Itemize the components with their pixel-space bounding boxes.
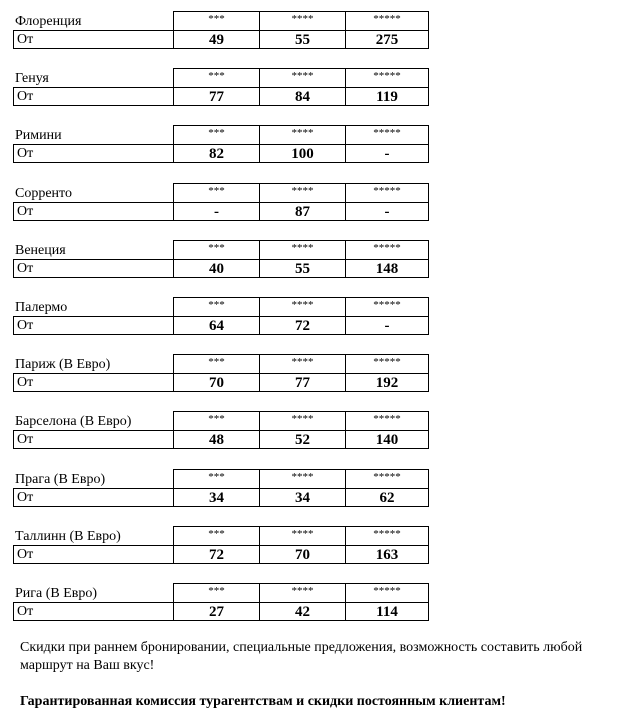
star-header: ***	[173, 125, 260, 145]
star-header: ****	[259, 11, 346, 31]
price-cell: 148	[345, 259, 429, 278]
city-name: Рига (В Евро)	[15, 586, 98, 601]
city-name: Сорренто	[15, 185, 72, 201]
star-header: ***	[173, 68, 260, 88]
price-table	[13, 297, 429, 335]
city-name: Прага (В Евро)	[15, 471, 106, 487]
star-header: *****	[345, 240, 429, 260]
price-table	[13, 583, 429, 621]
price-table	[13, 68, 429, 106]
star-header: ****	[259, 411, 346, 431]
star-header: ***	[173, 240, 260, 260]
star-header: ***	[173, 183, 260, 203]
row-label: От	[13, 202, 174, 221]
price-cell: 275	[345, 30, 429, 49]
star-header: *****	[345, 526, 429, 546]
price-cell: -	[345, 316, 429, 335]
city-name: Барселона (В Евро)	[15, 414, 132, 430]
price-cell: -	[345, 144, 429, 163]
price-cell: 72	[173, 545, 260, 564]
star-header: ****	[259, 526, 346, 546]
star-header: ***	[173, 469, 260, 489]
star-header: ***	[173, 411, 260, 431]
city-name: Париж (В Евро)	[15, 357, 111, 373]
price-table	[13, 526, 429, 564]
star-header: *****	[345, 11, 429, 31]
price-cell: 49	[173, 30, 260, 49]
city-name: Генуя	[15, 71, 49, 87]
row-label: От	[13, 488, 174, 507]
price-cell: 163	[345, 545, 429, 564]
star-header: ***	[173, 297, 260, 317]
price-table	[13, 354, 429, 392]
price-cell: 114	[345, 602, 429, 621]
row-label: От	[13, 87, 174, 106]
star-header: ****	[259, 354, 346, 374]
price-cell: 100	[259, 144, 346, 163]
star-header: ***	[173, 526, 260, 546]
price-cell: 62	[345, 488, 429, 507]
row-label: От	[13, 30, 174, 49]
price-table	[13, 125, 429, 163]
city-name: Флоренция	[15, 14, 82, 29]
price-cell: 70	[259, 545, 346, 564]
star-header: ***	[173, 354, 260, 374]
discount-note: Скидки при раннем бронировании, специальные предложения, возможность составить любой маршрут на Ваш вкус!	[20, 640, 583, 673]
price-cell: 55	[259, 259, 346, 278]
star-header: *****	[345, 125, 429, 145]
guarantee-text: Гарантированная комиссия турагентствам и скидки постоянным клиентам!	[20, 694, 506, 709]
star-header: ****	[259, 68, 346, 88]
star-header: ****	[259, 183, 346, 203]
price-cell: 42	[259, 602, 346, 621]
star-header: *****	[345, 583, 429, 603]
price-cell: 34	[173, 488, 260, 507]
price-cell: 84	[259, 87, 346, 106]
price-table	[13, 240, 429, 278]
star-header: ****	[259, 297, 346, 317]
price-cell: -	[345, 202, 429, 221]
price-cell: 87	[259, 202, 346, 221]
price-table	[13, 469, 429, 507]
price-table	[13, 183, 429, 221]
star-header: ***	[173, 11, 260, 31]
price-table	[13, 11, 429, 49]
star-header: *****	[345, 469, 429, 489]
row-label: От	[13, 144, 174, 163]
price-cell: 119	[345, 87, 429, 106]
price-cell: 34	[259, 488, 346, 507]
price-cell: 55	[259, 30, 346, 49]
star-header: ****	[259, 583, 346, 603]
price-table	[13, 411, 429, 449]
row-label: От	[13, 373, 174, 392]
row-label: От	[13, 602, 174, 621]
price-cell: 72	[259, 316, 346, 335]
row-label: От	[13, 545, 174, 564]
price-cell: 192	[345, 373, 429, 392]
star-header: *****	[345, 183, 429, 203]
star-header: ***	[173, 583, 260, 603]
price-cell: 27	[173, 602, 260, 621]
row-label: От	[13, 430, 174, 449]
price-cell: 64	[173, 316, 260, 335]
price-cell: 77	[173, 87, 260, 106]
price-cell: 40	[173, 259, 260, 278]
row-label: От	[13, 259, 174, 278]
star-header: *****	[345, 411, 429, 431]
price-cell: 140	[345, 430, 429, 449]
price-cell: 77	[259, 373, 346, 392]
price-cell: 82	[173, 144, 260, 163]
star-header: *****	[345, 354, 429, 374]
star-header: ****	[259, 240, 346, 260]
price-cell: -	[173, 202, 260, 221]
price-cell: 52	[259, 430, 346, 449]
price-cell: 48	[173, 430, 260, 449]
city-name: Палермо	[15, 300, 68, 315]
price-cell: 70	[173, 373, 260, 392]
city-name: Римини	[15, 128, 62, 144]
city-name: Венеция	[15, 242, 66, 258]
row-label: От	[13, 316, 174, 335]
star-header: ****	[259, 469, 346, 489]
star-header: ****	[259, 125, 346, 145]
star-header: *****	[345, 297, 429, 317]
star-header: *****	[345, 68, 429, 88]
city-name: Таллинн (В Евро)	[15, 528, 121, 544]
